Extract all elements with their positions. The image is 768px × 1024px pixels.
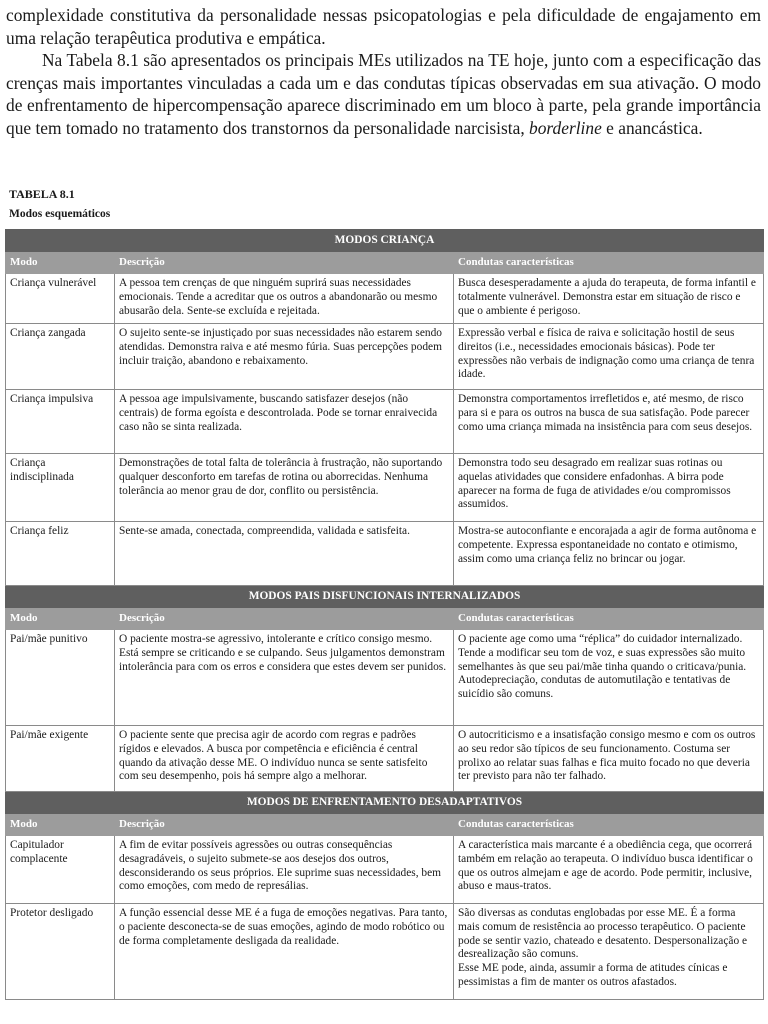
intro-paragraph-2 — [6, 49, 761, 139]
table-row — [6, 726, 764, 792]
cell-descricao: Demonstrações de total falta de tolerância à frustração, não suportando qualquer desconforto em tarefas de rotina ou aborrecidas. Nenhuma tolerância ao menor grau de dor, conflito ou persistência. — [115, 454, 454, 522]
table-row — [6, 324, 764, 390]
cell-modo: Criança indisciplinada — [6, 454, 115, 522]
intro-paragraph-2-main: Na Tabela 8.1 são apresentados os principais MEs utilizados na TE hoje, junto com a especificação das crenças mais importantes vinculadas a cada um e das condutas típicas observadas em sua ativação. O modo de enfrentamento de hipercompensação aparece discriminado em um bloco à parte, pela grande importância que tem tomado no tratamento dos transtornos da personalidade narcisista, — [6, 50, 761, 138]
cell-condutas: Expressão verbal e física de raiva e solicitação hostil de seus direitos (i.e., necessidades emocionais básicas). Pode ter expressões não verbais de indignação como uma criança de tenra idade. — [454, 324, 764, 390]
header-descricao: Descrição — [115, 814, 454, 836]
table-row — [6, 904, 764, 1000]
cell-descricao: A fim de evitar possíveis agressões ou outras consequências desagradáveis, o sujeito submete-se aos desejos dos outros, desconsiderando os seus próprios. Ele suprime suas necessidades, bem como emoções, com medo de represálias. — [115, 836, 454, 904]
cell-descricao: A função essencial desse ME é a fuga de emoções negativas. Para tanto, o paciente desconecta-se de suas emoções, agindo de modo robótico ou de forma completamente desligada da realidade. — [115, 904, 454, 1000]
header-condutas: Condutas características — [454, 608, 764, 630]
header-condutas: Condutas características — [454, 814, 764, 836]
cell-condutas: Busca desesperadamente a ajuda do terapeuta, de forma infantil e totalmente vulnerável. Demonstra estar em situação de risco e que o ambiente é perigoso. — [454, 274, 764, 324]
cell-condutas-part-2: Autodepreciação, condutas de automutilação e tentativas de suicídio são comuns. — [458, 674, 731, 701]
intro-paragraph-1: complexidade constitutiva da personalidade nessas psicopatologias e pela dificuldade de engajamento em uma relação terapêutica produtiva e empática. — [6, 5, 761, 48]
schema-modes-table — [5, 229, 764, 1000]
table-row — [6, 274, 764, 324]
table-row — [6, 390, 764, 454]
section-row — [6, 230, 764, 252]
cell-descricao: A pessoa age impulsivamente, buscando satisfazer desejos (não centrais) de forma egoísta e descontrolada. Pode se tornar enraivecida caso não se sinta realizada. — [115, 390, 454, 454]
cell-condutas-part-1: O paciente age como uma “réplica” do cuidador internalizado. Tende a modificar seu tom de voz, e suas expressões são muito semelhantes às que seu pai/mãe tinha quando o criticava/punia. — [458, 633, 747, 673]
cell-condutas: A característica mais marcante é a obediência cega, que ocorrerá também em relação ao terapeuta. O indivíduo busca identificar o que os outros almejam e age de acordo. Pode permitir, inclusive, abuso e maus-tratos. — [454, 836, 764, 904]
section-title: MODOS DE ENFRENTAMENTO DESADAPTATIVOS — [6, 792, 764, 814]
header-row — [6, 252, 764, 274]
header-row — [6, 608, 764, 630]
table-row — [6, 630, 764, 726]
cell-modo: Protetor desligado — [6, 904, 115, 1000]
table-row — [6, 836, 764, 904]
section-title: MODOS CRIANÇA — [6, 230, 764, 252]
table-row — [6, 522, 764, 586]
table-subtitle: Modos esquemáticos — [9, 208, 111, 220]
intro-paragraph-2-end: e anancástica. — [601, 117, 703, 138]
header-condutas: Condutas características — [454, 252, 764, 274]
header-modo: Modo — [6, 252, 115, 274]
header-descricao: Descrição — [115, 252, 454, 274]
cell-descricao: O sujeito sente-se injustiçado por suas necessidades não estarem sendo atendidas. Demonstra raiva e até mesmo fúria. Suas percepções podem incluir traição, abandono e rebaixamento. — [115, 324, 454, 390]
intro-italic-term: borderline — [529, 117, 602, 138]
cell-descricao: O paciente mostra-se agressivo, intolerante e crítico consigo mesmo. Está sempre se criticando e se culpando. Seus julgamentos demonstram intolerância para com os erros e considera que estes devem ser punidos. — [115, 630, 454, 726]
section-row — [6, 586, 764, 608]
cell-condutas-part-2: Esse ME pode, ainda, assumir a forma de atitudes cínicas e pessimistas a fim de manter os outros afastados. — [458, 962, 728, 988]
section-row — [6, 792, 764, 814]
intro-text — [6, 4, 761, 140]
cell-modo: Criança vulnerável — [6, 274, 115, 324]
cell-modo: Pai/mãe punitivo — [6, 630, 115, 726]
cell-modo: Criança impulsiva — [6, 390, 115, 454]
cell-condutas — [454, 904, 764, 1000]
header-descricao: Descrição — [115, 608, 454, 630]
cell-modo: Capitulador complacente — [6, 836, 115, 904]
table-caption: TABELA 8.1 — [9, 187, 75, 201]
cell-descricao: O paciente sente que precisa agir de acordo com regras e padrões rígidos e elevados. A busca por competência e eficiência é central quando da ativação desse ME. O indivíduo nunca se sente satisfeito com seu desempenho, pois há sempre algo a melhorar. — [115, 726, 454, 792]
cell-modo: Criança feliz — [6, 522, 115, 586]
cell-condutas: O autocriticismo e a insatisfação consigo mesmo e com os outros ao seu redor são típicos de seu funcionamento. Costuma ser prolixo ao relatar suas falhas e fica muito focado no que deveria ter previsto para não ter falhado. — [454, 726, 764, 792]
header-modo: Modo — [6, 608, 115, 630]
cell-condutas — [454, 630, 764, 726]
cell-condutas: Demonstra todo seu desagrado em realizar suas rotinas ou aquelas atividades que considere enfadonhas. A birra pode aparecer na forma de fuga de atividades e/ou compromissos assumidos. — [454, 454, 764, 522]
header-row — [6, 814, 764, 836]
cell-descricao: Sente-se amada, conectada, compreendida, validada e satisfeita. — [115, 522, 454, 586]
cell-modo: Pai/mãe exigente — [6, 726, 115, 792]
cell-modo: Criança zangada — [6, 324, 115, 390]
cell-condutas-part-1: São diversas as condutas englobadas por esse ME. É a forma mais comum de resistência ao processo terapêutico. O paciente pode se sentir vazio, chateado e desatento. Despersonalização e desrealização são comuns. — [458, 907, 748, 961]
table-row — [6, 454, 764, 522]
cell-condutas: Demonstra comportamentos irrefletidos e, até mesmo, de risco para si e para os outros na busca de sua satisfação. Pode parecer como uma criança mimada na insistência para com seus desejos. — [454, 390, 764, 454]
header-modo: Modo — [6, 814, 115, 836]
cell-descricao: A pessoa tem crenças de que ninguém suprirá suas necessidades emocionais. Tende a acreditar que os outros a abandonarão ou mesmo abusarão dela. Sente-se excluída e rejeitada. — [115, 274, 454, 324]
cell-condutas: Mostra-se autoconfiante e encorajada a agir de forma autônoma e competente. Expressa espontaneidade no contato e otimismo, assim como uma criança feliz no brincar ou jogar. — [454, 522, 764, 586]
section-title: MODOS PAIS DISFUNCIONAIS INTERNALIZADOS — [6, 586, 764, 608]
